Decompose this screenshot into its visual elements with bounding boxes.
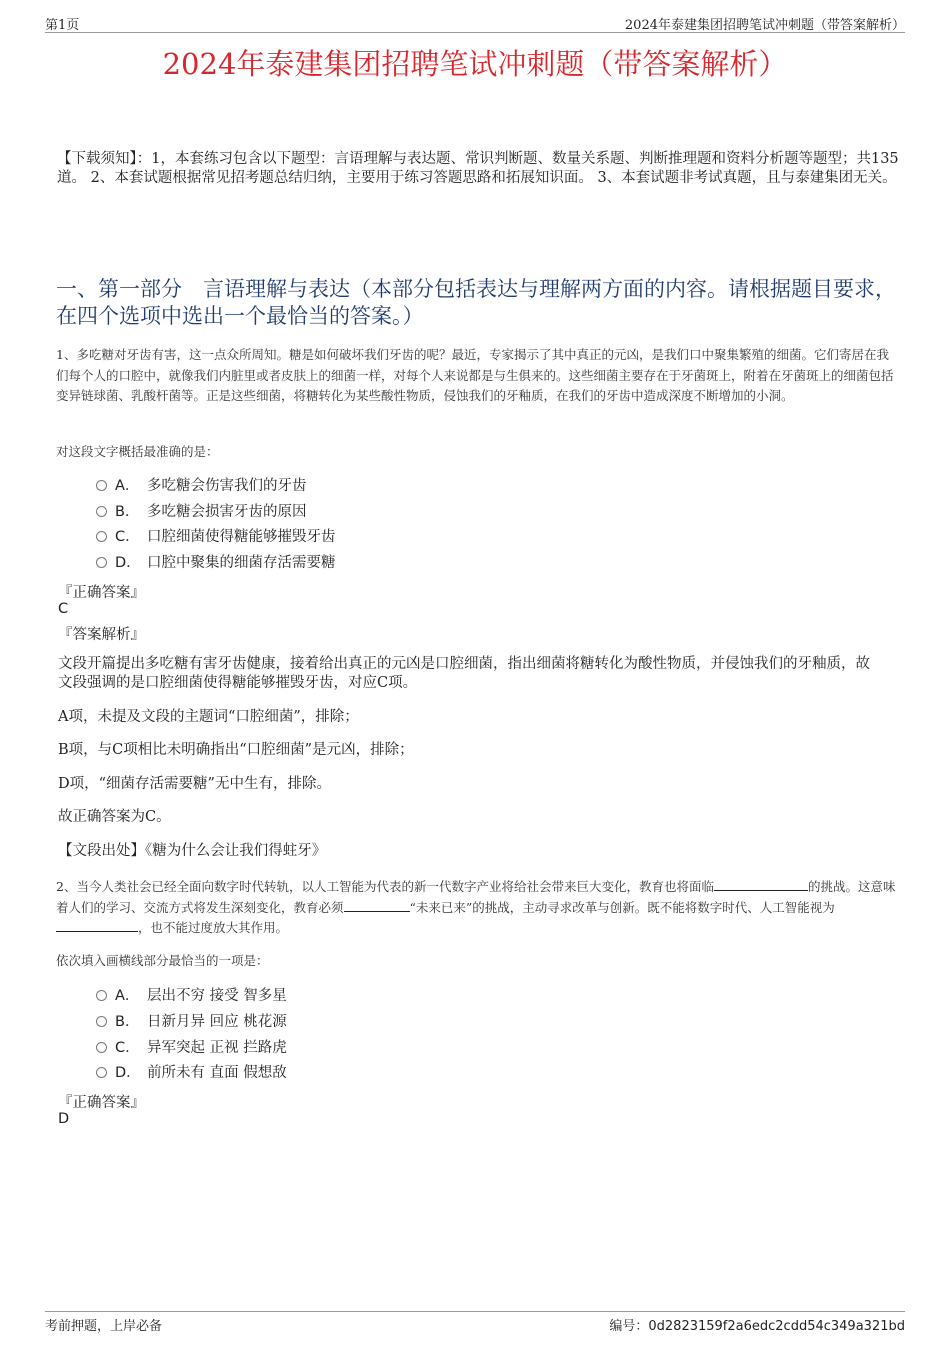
radio-icon[interactable]	[96, 1067, 107, 1078]
q1-answer: C	[58, 601, 69, 617]
q2-option-c[interactable]: C． 异军突起 正视 拦路虎	[96, 1038, 287, 1058]
radio-icon[interactable]	[96, 480, 107, 491]
q1-analysis-line: 故正确答案为C。	[58, 809, 171, 825]
q1-option-c[interactable]: C． 口腔细菌使得糖能够摧毁牙齿	[96, 527, 336, 547]
radio-icon[interactable]	[96, 506, 107, 517]
section-heading: 一、第一部分 言语理解与表达（本部分包括表达与理解两方面的内容。请根据题目要求，在四个选项中选出一个最恰当的答案。）	[56, 277, 896, 328]
q1-analysis-line: A项，未提及文段的主题词“口腔细菌”，排除；	[58, 709, 359, 725]
radio-icon[interactable]	[96, 531, 107, 542]
q1-source: 【文段出处】《糖为什么会让我们得蛀牙》	[58, 843, 327, 859]
footer-slogan: 考前押题，上岸必备	[45, 1319, 163, 1334]
radio-icon[interactable]	[96, 990, 107, 1001]
page-footer	[45, 1311, 905, 1334]
q2-answer-label: 『正确答案』	[58, 1095, 145, 1111]
q2-option-a[interactable]: A． 层出不穷 接受 智多星	[96, 986, 287, 1006]
q1-option-d[interactable]: D． 口腔中聚集的细菌存活需要糖	[96, 553, 336, 573]
q2-option-d[interactable]: D． 前所未有 直面 假想敌	[96, 1063, 287, 1083]
q1-option-b[interactable]: B． 多吃糖会损害牙齿的原因	[96, 502, 307, 522]
radio-icon[interactable]	[96, 1016, 107, 1027]
download-notice: 【下载须知】：1，本套练习包含以下题型：言语理解与表达题、常识判断题、数量关系题、判断推理题和资料分析题等题型；共135道。 2、本套试题根据常见招考题总结归纳，主要用于练习答题思路和拓展知识面。 3、本套试题非考试真题，且与泰建集团无关。	[57, 151, 899, 186]
question-1-prompt: 对这段文字概括最准确的是：	[56, 444, 219, 459]
q1-answer-label: 『正确答案』	[58, 585, 145, 601]
question-2-prompt: 依次填入画横线部分最恰当的一项是：	[56, 953, 269, 968]
q1-analysis-line: B项，与C项相比未明确指出“口腔细菌”是元凶，排除；	[58, 742, 414, 758]
fill-blank-2	[344, 899, 410, 912]
radio-icon[interactable]	[96, 1042, 107, 1053]
q1-analysis-line: D项，“细菌存活需要糖”无中生有，排除。	[58, 776, 331, 792]
question-2-stem: 2、当今人类社会已经全面向数字时代转轨，以人工智能为代表的新一代数字产业将给社会带来巨大变化，教育也将面临 的挑战。这意味着人们的学习、交流方式将发生深刻变化，教育必须 “未来已来”的挑战，主动寻求改革与创新。既不能将数字时代、人工智能视为，也不能过度放大其作用。	[56, 879, 896, 935]
question-1-stem: 1、多吃糖对牙齿有害，这一点众所周知。糖是如何破坏我们牙齿的呢？最近，专家揭示了其中真正的元凶，是我们口中聚集繁殖的细菌。它们寄居在我们每个人的口腔中，就像我们内脏里或者皮肤上的细菌一样，对每个人来说都是与生俱来的。这些细菌主要存在于牙菌斑上，附着在牙菌斑上的细菌包括变异链球菌、乳酸杆菌等。正是这些细菌，将糖转化为某些酸性物质，侵蚀我们的牙釉质，在我们的牙齿中造成深度不断增加的小洞。	[56, 347, 894, 403]
header-doc-title: 2024年泰建集团招聘笔试冲刺题（带答案解析）	[624, 18, 905, 33]
q2-answer: D	[58, 1111, 70, 1127]
fill-blank-1	[714, 878, 808, 891]
document-title: 2024年泰建集团招聘笔试冲刺题（带答案解析）	[162, 47, 788, 81]
fill-blank-3	[56, 919, 138, 932]
q1-option-a[interactable]: A． 多吃糖会伤害我们的牙齿	[96, 476, 307, 496]
q1-analysis-label: 『答案解析』	[58, 627, 145, 643]
footer-code: 编号：0d2823159f2a6edc2cdd54c349a321bd	[609, 1319, 905, 1334]
page-header	[45, 14, 905, 33]
q1-analysis-paragraph: 文段开篇提出多吃糖有害牙齿健康，接着给出真正的元凶是口腔细菌，指出细菌将糖转化为酸性物质，并侵蚀我们的牙釉质，故文段强调的是口腔细菌使得糖能够摧毁牙齿，对应C项。	[58, 656, 870, 691]
radio-icon[interactable]	[96, 557, 107, 568]
q2-option-b[interactable]: B． 日新月异 回应 桃花源	[96, 1012, 287, 1032]
page-number: 第1页	[45, 18, 80, 33]
